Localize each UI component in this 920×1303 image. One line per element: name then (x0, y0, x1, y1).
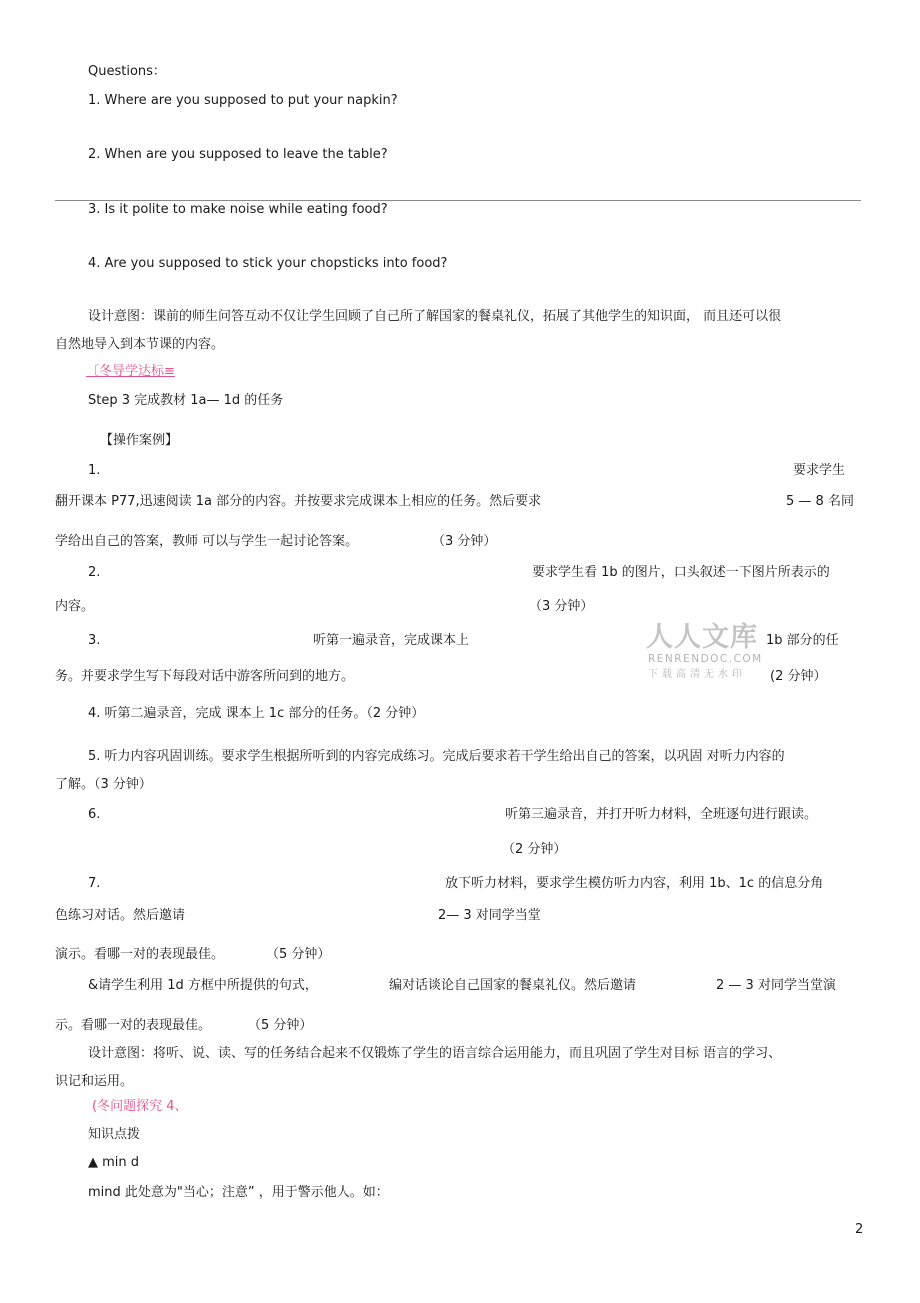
section-explore-heading: (冬问题探究 4、 (92, 1099, 188, 1114)
case8-text-a: &请学生利用 1d 方框中所提供的句式， (88, 978, 318, 993)
case2-text-a: 要求学生看 1b 的图片，口头叙述一下图片所表示的 (532, 565, 830, 580)
question-2: 2. When are you supposed to leave the table? (88, 147, 388, 162)
case3-text-c: 务。并要求学生写下每段对话中游客所问到的地方。 (55, 669, 355, 684)
question-4: 4. Are you supposed to stick your chopsticks into food? (88, 256, 448, 271)
case7-time: （5 分钟） (266, 947, 331, 962)
question-1: 1. Where are you supposed to put your napkin? (88, 93, 398, 108)
design-intent-1-line1: 设计意图：课前的师生问答互动不仅让学生回顾了自己所了解国家的餐桌礼仪，拓展了其他学生的知识面， 而且还可以很 (88, 309, 782, 324)
case3-text-a: 听第一遍录音，完成课本上 (313, 633, 470, 648)
case1-text-b: 翻开课本 P77,迅速阅读 1a 部分的内容。并按要求完成课本上相应的任务。然后要求 (55, 494, 542, 509)
case6-time: （2 分钟） (502, 842, 567, 857)
section-guide-heading: 〔冬导学达标≡ (86, 364, 175, 379)
mind-heading: ▲ min d (88, 1155, 140, 1170)
case5-line2: 了解。（3 分钟） (55, 777, 152, 792)
watermark-slogan: 下载高清无水印 (648, 669, 746, 680)
case8-text-c: 2 — 3 对同学当堂演 (716, 978, 836, 993)
case2-number: 2. (88, 565, 101, 580)
watermark (646, 622, 776, 686)
watermark-logo-text: 人人文库 (646, 622, 758, 653)
case8-text-d: 示。看哪一对的表现最佳。 (55, 1018, 212, 1033)
case5-line1: 5. 听力内容巩固训练。要求学生根据所听到的内容完成练习。完成后要求若干学生给出自己的答案，以巩固 对听力内容的 (88, 749, 785, 764)
questions-title: Questions： (88, 64, 166, 79)
question-3: 3. Is it polite to make noise while eating food? (88, 202, 388, 217)
case4: 4. 听第二遍录音，完成 课本上 1c 部分的任务。（2 分钟） (88, 706, 425, 721)
case1-text-a: 要求学生 (793, 463, 846, 478)
knowledge-heading: 知识点拨 (88, 1127, 141, 1142)
case1-time: （3 分钟） (432, 534, 497, 549)
design-intent-2-line2: 识记和运用。 (55, 1074, 134, 1089)
case6-number: 6. (88, 807, 101, 822)
case2-text-b: 内容。 (55, 599, 95, 614)
case7-text-b: 色练习对话。然后邀请 (55, 908, 186, 923)
case6-text-a: 听第三遍录音，并打开听力材料，全班逐句进行跟读。 (505, 807, 818, 822)
case7-text-d: 演示。看哪一对的表现最佳。 (55, 947, 225, 962)
design-intent-1-line2: 自然地导入到本节课的内容。 (55, 337, 225, 352)
watermark-url: RENRENDOC.COM (648, 653, 763, 665)
case3-number: 3. (88, 633, 101, 648)
case3-text-b: 1b 部分的任 (766, 633, 839, 648)
design-intent-2-line1: 设计意图：将听、说、读、写的任务结合起来不仅锻炼了学生的语言综合运用能力，而且巩固了学生对目标 语言的学习、 (88, 1046, 782, 1061)
case1-number: 1. (88, 463, 101, 478)
page-number: 2 (855, 1222, 864, 1237)
step3-heading: Step 3 完成教材 1a— 1d 的任务 (88, 393, 284, 408)
case8-text-b: 编对话谈论自己国家的餐桌礼仪。然后邀请 (389, 978, 637, 993)
case8-time: （5 分钟） (248, 1018, 313, 1033)
mind-description: mind 此处意为"当心；注意” ，用于警示他人。如： (88, 1185, 389, 1200)
case1-text-d: 学给出自己的答案，教师 可以与学生一起讨论答案。 (55, 534, 359, 549)
case7-number: 7. (88, 876, 101, 891)
case-title: 【操作案例】 (100, 433, 179, 448)
case7-text-c: 2— 3 对同学当堂 (438, 908, 541, 923)
case7-text-a: 放下听力材料，要求学生模仿听力内容，利用 1b、1c 的信息分角 (445, 876, 824, 891)
case3-time: (2 分钟） (770, 669, 827, 684)
case1-text-c: 5 — 8 名同 (786, 494, 854, 509)
case2-time: （3 分钟） (529, 599, 594, 614)
